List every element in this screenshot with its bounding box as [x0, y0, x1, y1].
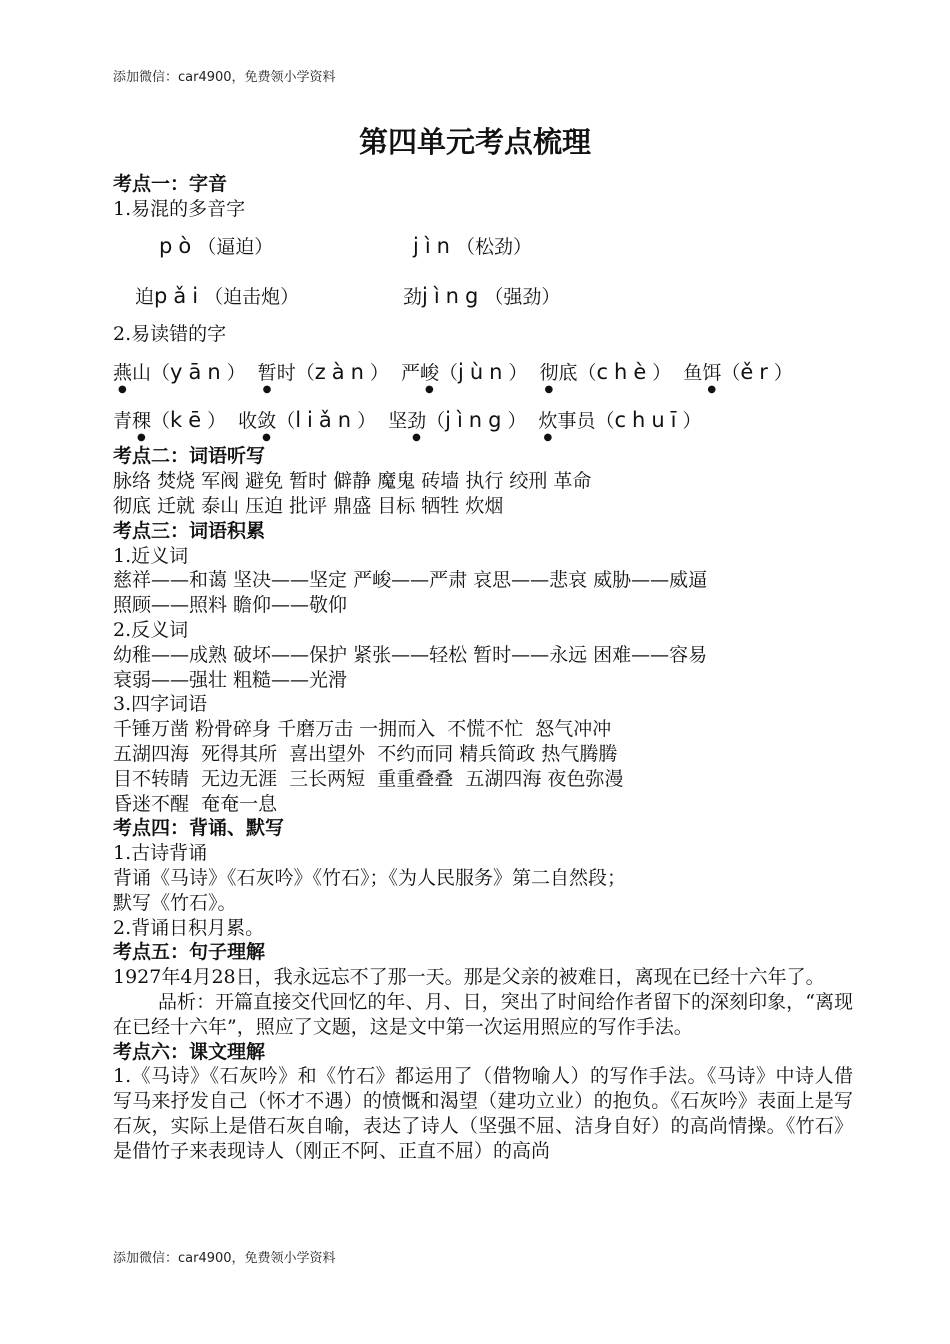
subheading: 2.易读错的字	[113, 322, 227, 345]
pinyin: yān	[170, 360, 227, 385]
section-heading-5: 考点五：句子理解	[113, 941, 266, 964]
pinyin: zàn	[314, 360, 370, 385]
char: 迫	[135, 285, 155, 308]
idiom-line: 目不转睛 无边无涯 三长两短 重重叠叠 五湖四海 夜色弥漫	[113, 767, 624, 790]
idiom-line: 五湖四海 死得其所 喜出望外 不约而同 精兵简政 热气腾腾	[113, 742, 618, 765]
word-note: （迫击炮）	[204, 285, 300, 308]
pinyin: kē	[170, 408, 208, 433]
misread-item: 严峻（jùn）	[400, 360, 528, 385]
quote-paragraph: 1927年4月28日，我永远忘不了那一天。那是父亲的被难日，离现在已经十六年了。	[113, 966, 825, 989]
pinyin: chuī	[614, 408, 683, 433]
document-body	[113, 172, 853, 1164]
idiom-line: 千锤万凿 粉骨碎身 千磨万击 一拥而入 不慌不忙 怒气冲冲	[113, 718, 612, 741]
section-heading-4: 考点四：背诵、默写	[113, 817, 285, 840]
pinyin: chè	[596, 360, 653, 385]
footer-note: 添加微信：car4900，免费领小学资料	[113, 1251, 336, 1266]
idiom-line: 昏迷不醒 奄奄一息	[113, 792, 278, 815]
misread-item: 收敛（liǎn）	[238, 408, 377, 433]
section-heading-6: 考点六：课文理解	[113, 1040, 266, 1063]
char: 劲	[403, 285, 423, 308]
synonym-line: 照顾——照料 瞻仰——敬仰	[113, 594, 348, 617]
polyphone-row-1	[113, 234, 853, 264]
synonym-line: 慈祥——和蔼 坚决——坚定 严峻——严肃 哀思——悲哀 威胁——威逼	[113, 569, 708, 592]
misread-item: 鱼饵（ěr）	[683, 360, 793, 385]
pinyin: pǎi	[154, 283, 205, 308]
word-note: （松劲）	[455, 235, 532, 258]
subheading: 1.近义词	[113, 544, 189, 567]
subheading: 1.易混的多音字	[113, 197, 246, 220]
subheading: 2.背诵日积月累。	[113, 916, 265, 939]
page-title: 第四单元考点梳理	[358, 125, 591, 159]
pinyin: liǎn	[295, 408, 358, 433]
subheading: 3.四字词语	[113, 693, 208, 716]
pinyin: pò	[159, 233, 198, 258]
misread-row-2	[113, 408, 853, 440]
pinyin: jìng	[422, 283, 485, 308]
misread-item: 燕山（yān）	[113, 360, 246, 385]
section-heading-3: 考点三：词语积累	[113, 519, 266, 542]
pinyin: jùn	[457, 360, 509, 385]
dictation-line: 脉络 焚烧 军阀 避免 暂时 僻静 魔鬼 砖墙 执行 绞刑 革命	[113, 470, 592, 493]
subheading: 1.古诗背诵	[113, 842, 208, 865]
word-note: （强劲）	[484, 285, 561, 308]
header-note: 添加微信：car4900，免费领小学资料	[113, 70, 336, 85]
misread-row-1	[113, 360, 853, 392]
pinyin: jìn	[413, 233, 456, 258]
pinyin: ěr	[740, 360, 774, 385]
recite-line: 默写《竹石》。	[113, 891, 237, 914]
analysis-paragraph: 品析：开篇直接交代回忆的年、月、日，突出了时间给作者留下的深刻印象，“离现在已经十六年”，照应了文题，这是文中第一次运用照应的写作手法。	[113, 990, 853, 1038]
pinyin: jìng	[445, 408, 508, 433]
misread-item: 彻底（chè）	[539, 360, 672, 385]
antonym-line: 幼稚——成熟 破坏——保护 紧张——轻松 暂时——永远 困难——容易	[113, 643, 708, 666]
subheading: 2.反义词	[113, 618, 189, 641]
section-heading-1: 考点一：字音	[113, 173, 228, 195]
section-heading-2: 考点二：词语听写	[113, 445, 266, 468]
misread-item: 暂时（zàn）	[257, 360, 389, 385]
recite-line: 背诵《马诗》《石灰吟》《竹石》；《为人民服务》第二自然段；	[113, 866, 627, 889]
antonym-line: 衰弱——强壮 粗糙——光滑	[113, 668, 348, 691]
word-note: （逼迫）	[197, 235, 274, 258]
comprehension-paragraph: 1.《马诗》《石灰吟》和《竹石》都运用了（借物喻人）的写作手法。《马诗》中诗人借写马来抒发自己（怀才不遇）的愤慨和渴望（建功立业）的抱负。《石灰吟》表面上是写石灰，实际上是借石灰自喻，表达了诗人（坚强不屈、洁身自好）的高尚情操。《竹石》是借竹子来表现诗人（刚正不阿、正直不屈）的高尚	[113, 1065, 853, 1162]
misread-item: 炊事员（chuī）	[538, 408, 702, 433]
polyphone-row-2	[113, 284, 853, 314]
misread-item: 坚劲（jìng）	[388, 408, 527, 433]
dictation-line: 彻底 迁就 泰山 压迫 批评 鼎盛 目标 牺牲 炊烟	[113, 494, 504, 517]
misread-item: 青稞（kē）	[113, 408, 227, 433]
